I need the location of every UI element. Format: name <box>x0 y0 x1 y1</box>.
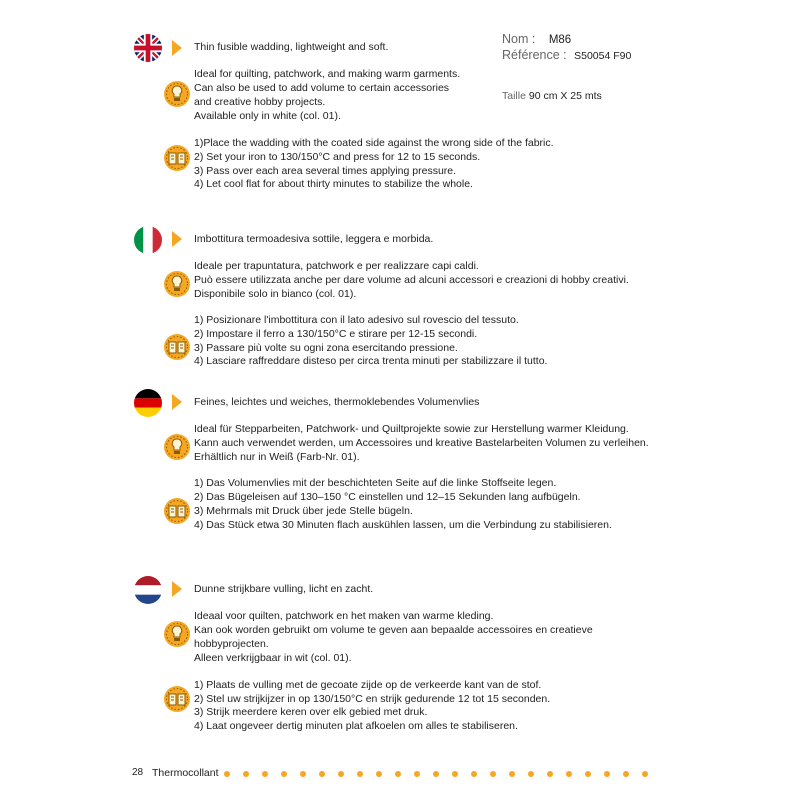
usage-de-line-2: Kann auch verwendet werden, um Accessoires und kreative Bastelarbeiten Volumen zu verleihen. <box>194 437 649 449</box>
step-nl-1: 1) Plaats de vulling met de gecoate zijde op de verkeerde kant van de stof. <box>194 679 542 691</box>
netherlands-flag-icon <box>134 576 162 604</box>
step-de-1: 1) Das Volumenvlies mit der beschichteten Seite auf die linke Stoffseite legen. <box>194 477 557 489</box>
lightbulb-icon <box>163 620 191 648</box>
arrow-icon <box>172 581 182 597</box>
footer-dot <box>585 771 591 777</box>
usage-nl-line-1: Ideaal voor quilten, patchwork en het maken van warme kleding. <box>194 610 494 622</box>
footer-dot <box>528 771 534 777</box>
step-de-4: 4) Das Stück etwa 30 Minuten flach auskühlen lassen, um die Verbindung zu stabilisieren. <box>194 519 612 531</box>
reference-label: Référence : <box>502 48 567 62</box>
footer-dot <box>262 771 268 777</box>
usage-en-line-2: Can also be used to add volume to certain accessories <box>194 82 450 94</box>
step-en-2: 2) Set your iron to 130/150°C and press for 12 to 15 seconds. <box>194 151 481 163</box>
step-en-1: 1)Place the wadding with the coated side against the wrong side of the fabric. <box>194 137 554 149</box>
lightbulb-icon <box>163 80 191 108</box>
name-label: Nom : <box>502 32 536 46</box>
usage-it-line-3: Disponibile solo in bianco (col. 01). <box>194 288 357 300</box>
step-nl-2: 2) Stel uw strijkijzer in op 130/150°C en strijk gedurende 12 tot 15 seconden. <box>194 693 551 705</box>
usage-nl-line-2: Kan ook worden gebruikt om volume te geven aan bepaalde accessoires en creatieve <box>194 624 593 636</box>
tagline-it: Imbottitura termoadesiva sottile, leggera e morbida. <box>194 233 434 245</box>
page-number: 28 <box>132 767 144 778</box>
step-nl-4: 4) Laat ongeveer dertig minuten plat afkoelen om alles te stabiliseren. <box>194 720 518 732</box>
footer-dot <box>452 771 458 777</box>
tagline-de: Feines, leichtes und weiches, thermoklebendes Volumenvlies <box>194 396 480 408</box>
usage-de-line-1: Ideal für Stepparbeiten, Patchwork- und Quiltprojekte sowie zur Herstellung warmer Kleidung. <box>194 423 629 435</box>
italy-flag-icon <box>134 226 162 254</box>
footer-dot <box>509 771 515 777</box>
step-en-3: 3) Pass over each area several times applying pressure. <box>194 165 457 177</box>
usage-nl-line-3: hobbyprojecten. <box>194 638 269 650</box>
footer-dot <box>642 771 648 777</box>
usage-en-line-3: and creative hobby projects. <box>194 96 326 108</box>
footer-dot <box>547 771 553 777</box>
usage-en-line-4: Available only in white (col. 01). <box>194 110 341 122</box>
footer-dot <box>623 771 629 777</box>
footer-dot <box>604 771 610 777</box>
name-value: M86 <box>548 34 572 46</box>
usage-it-line-1: Ideale per trapuntatura, patchwork e per realizzare capi caldi. <box>194 260 479 272</box>
footer-dot <box>433 771 439 777</box>
footer-title: Thermocollant <box>152 767 219 779</box>
usage-it-line-2: Può essere utilizzata anche per dare volume ad alcuni accessori e creazioni di hobby creativi. <box>194 274 629 286</box>
step-en-4: 4) Let cool flat for about thirty minutes to stabilize the whole. <box>194 178 473 190</box>
arrow-icon <box>172 394 182 410</box>
reference-value: S50054 F90 <box>574 50 632 62</box>
step-de-2: 2) Das Bügeleisen auf 130–150 °C einstellen und 12–15 Sekunden lang aufbügeln. <box>194 491 581 503</box>
footer-dot <box>357 771 363 777</box>
product-size <box>502 90 602 102</box>
footer-dot <box>414 771 420 777</box>
product-name <box>502 32 571 46</box>
footer-dot <box>300 771 306 777</box>
footer-dot <box>376 771 382 777</box>
size-label: Taille <box>502 90 526 102</box>
instructions-book-icon <box>163 333 191 361</box>
germany-flag-icon <box>134 389 162 417</box>
step-it-3: 3) Passare più volte su ogni zona esercitando pressione. <box>194 342 458 354</box>
lightbulb-icon <box>163 433 191 461</box>
footer-dot <box>224 771 230 777</box>
arrow-icon <box>172 40 182 56</box>
instructions-book-icon <box>163 497 191 525</box>
step-it-2: 2) Impostare il ferro a 130/150°C e stirare per 12-15 secondi. <box>194 328 478 340</box>
footer-dot <box>471 771 477 777</box>
usage-nl-line-4: Alleen verkrijgbaar in wit (col. 01). <box>194 652 352 664</box>
step-de-3: 3) Mehrmals mit Druck über jede Stelle bügeln. <box>194 505 413 517</box>
usage-en-line-1: Ideal for quilting, patchwork, and making warm garments. <box>194 68 461 80</box>
footer-dot <box>243 771 249 777</box>
footer-dot <box>319 771 325 777</box>
footer-dot <box>490 771 496 777</box>
tagline-en: Thin fusible wadding, lightweight and soft. <box>194 41 389 53</box>
instructions-book-icon <box>163 144 191 172</box>
size-value: 90 cm X 25 mts <box>528 90 602 102</box>
step-it-1: 1) Posizionare l'imbottitura con il lato adesivo sul rovescio del tessuto. <box>194 314 519 326</box>
lightbulb-icon <box>163 270 191 298</box>
step-nl-3: 3) Strijk meerdere keren over elk gebied met druk. <box>194 706 428 718</box>
usage-de-line-3: Erhältlich nur in Weiß (Farb-Nr. 01). <box>194 451 360 463</box>
tagline-nl: Dunne strijkbare vulling, licht en zacht. <box>194 583 374 595</box>
footer-dot <box>338 771 344 777</box>
footer-dot <box>281 771 287 777</box>
arrow-icon <box>172 231 182 247</box>
uk-flag-icon <box>134 34 162 62</box>
footer-dot <box>395 771 401 777</box>
step-it-4: 4) Lasciare raffreddare disteso per circa trenta minuti per stabilizzare il tutto. <box>194 355 548 367</box>
product-reference <box>502 48 631 62</box>
footer-dot <box>566 771 572 777</box>
instructions-book-icon <box>163 685 191 713</box>
